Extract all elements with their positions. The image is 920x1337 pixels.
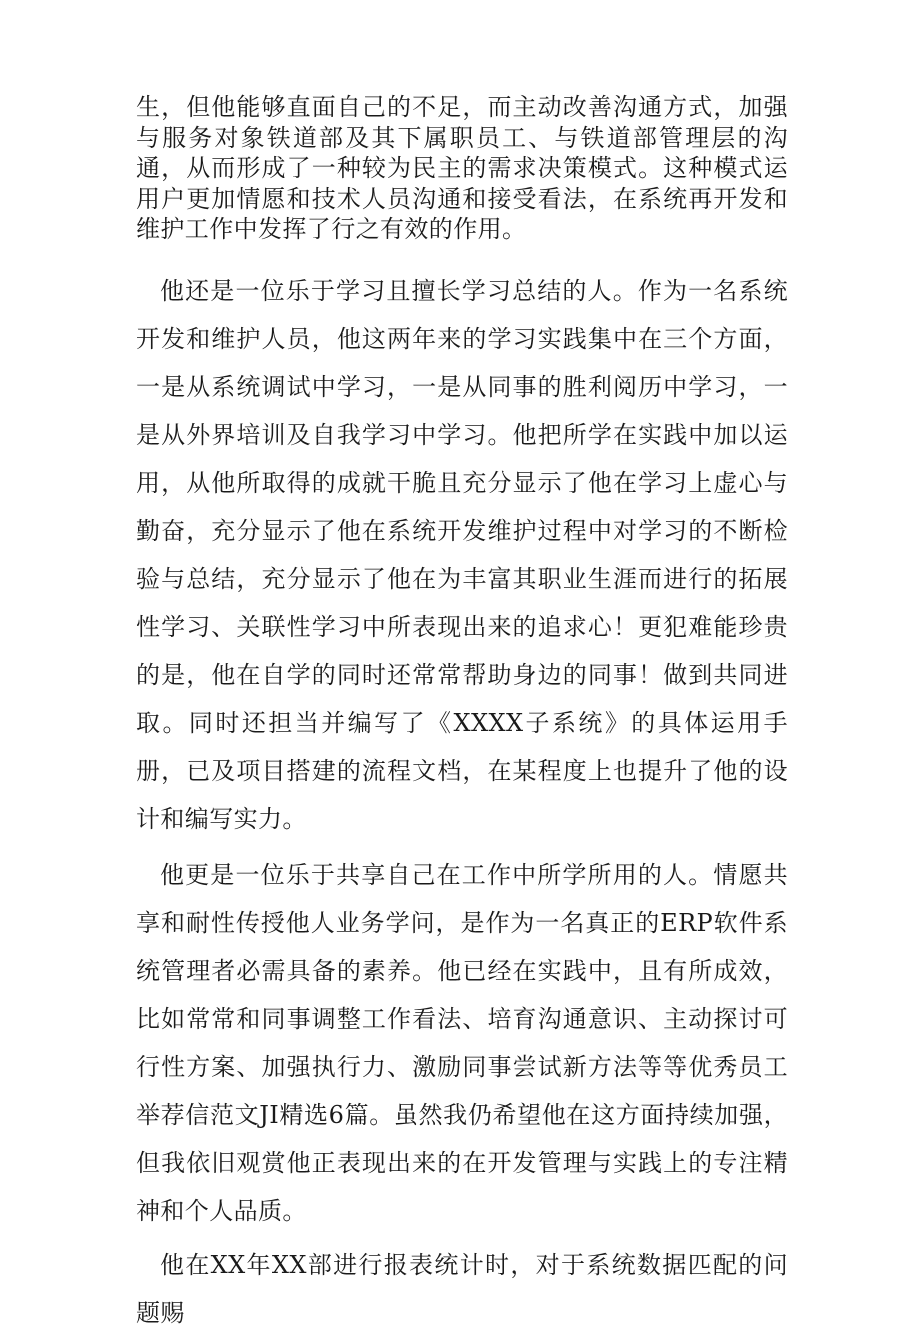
paragraph-2: 他还是一位乐于学习且擅长学习总结的人。作为一名系统开发和维护人员，他这两年来的学习实践集中在三个方面，一是从系统调试中学习，一是从同事的胜利阅历中学习，一是从外界培训及自我学习中学习。他把所学在实践中加以运用，从他所取得的成就干脆且充分显示了他在学习上虚心与勤奋，充分显示了他在系统开发维护过程中对学习的不断检验与总结，充分显示了他在为丰富其职业生涯而进行的拓展性学习、关联性学习中所表现出来的追求心！更犯难能珍贵的是，他在自学的同时还常常帮助身边的同事！做到共同进取。同时还担当并编写了《XXXX子系统》的具体运用手册，已及项目搭建的流程文档，在某程度上也提升了他的设计和编写实力。 <box>136 276 788 833</box>
paragraph-3: 他更是一位乐于共享自己在工作中所学所用的人。情愿共享和耐性传授他人业务学问，是作为一名真正的ERP软件系统管理者必需具备的素养。他已经在实践中，且有所成效，比如常常和同事调整工作看法、培育沟通意识、主动探讨可行性方案、加强执行力、激励同事尝试新方法等等优秀员工举荐信范文JI精选6篇。虽然我仍希望他在这方面持续加强，但我依旧观赏他正表现出来的在开发管理与实践上的专注精神和个人品质。 <box>136 860 788 1225</box>
paragraph-1: 生，但他能够直面自己的不足，而主动改善沟通方式，加强与服务对象铁道部及其下属职员工、与铁道部管理层的沟通，从而形成了一种较为民主的需求决策模式。这种模式运用户更加情愿和技术人员沟通和接受看法，在系统再开发和维护工作中发挥了行之有效的作用。 <box>136 93 788 243</box>
document-page <box>136 92 788 1337</box>
paragraph-4: 他在XX年XX部进行报表统计时，对于系统数据匹配的问题赐 <box>136 1250 788 1327</box>
